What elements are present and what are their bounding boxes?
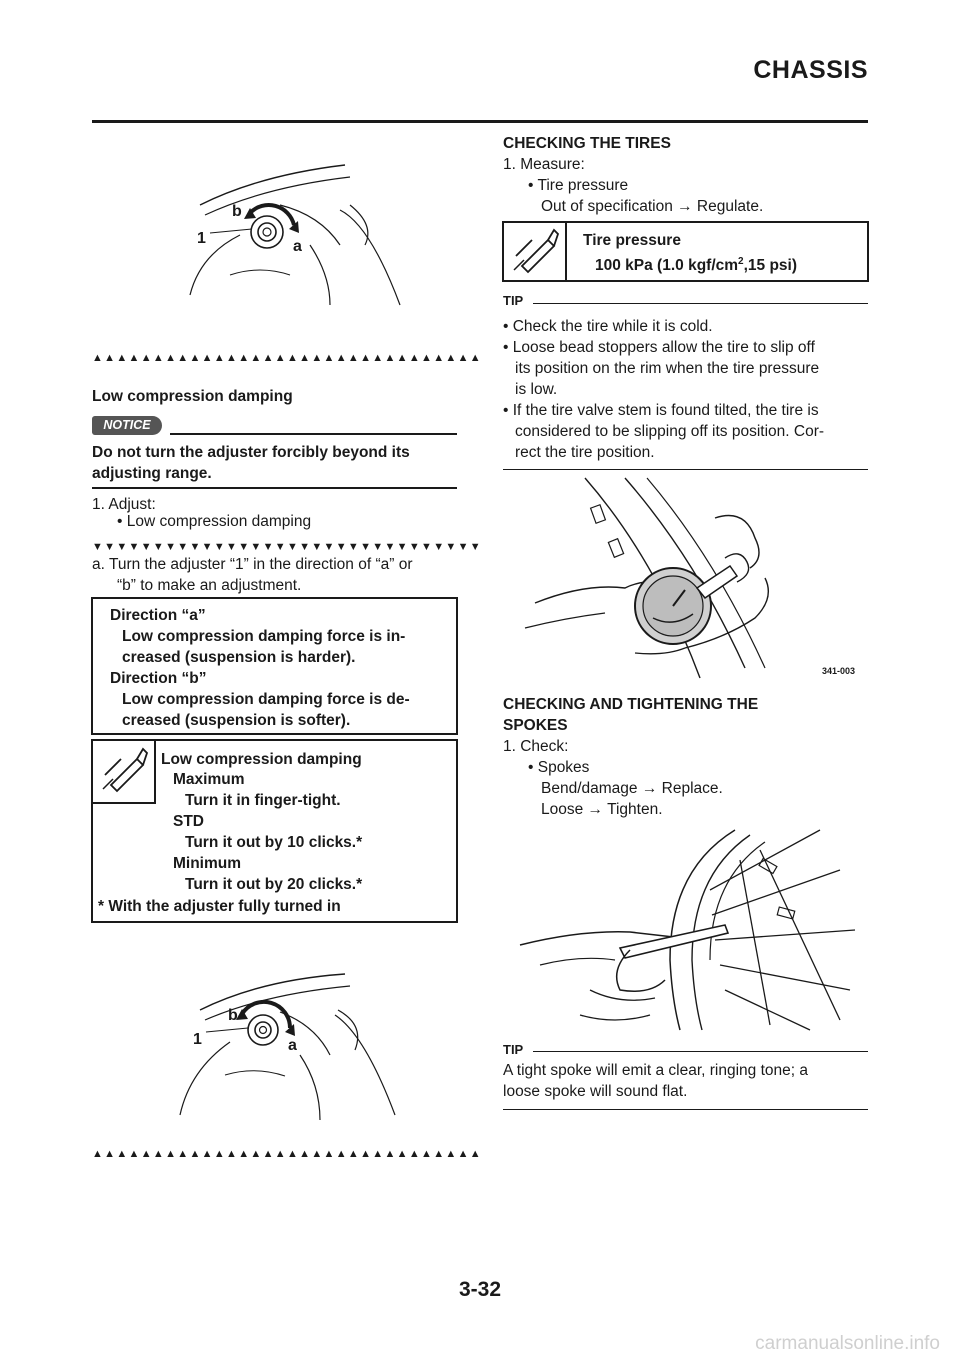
direction-b-text-2: creased (suspension is softer).	[122, 712, 351, 729]
spec-title: Low compression damping	[161, 751, 362, 768]
caliper-icon	[99, 745, 149, 797]
spec-minimum: Minimum	[173, 855, 242, 872]
spec-footnote: * With the adjuster fully turned in	[98, 898, 341, 915]
page-number: 3-32	[458, 1278, 502, 1301]
spokes-item: • Spokes	[528, 759, 590, 776]
spec-maximum-value: Turn it in finger-tight.	[185, 792, 341, 809]
tire-pressure-value-main: 100 kPa (1.0 kgf/cm	[595, 257, 739, 275]
tire-pressure-value	[595, 251, 797, 276]
direction-a-label: Direction “a”	[110, 607, 206, 624]
fig2-label-b: b	[228, 1007, 238, 1024]
spec-box	[91, 739, 458, 923]
fig2-label-a: a	[288, 1037, 297, 1054]
direction-b-label: Direction “b”	[110, 670, 207, 687]
watermark: carmanualsonline.info	[755, 1333, 940, 1354]
procedure-start-markers: ▲▲▲▲▲▲▲▲▲▲▲▲▲▲▲▲▲▲▲▲▲▲▲▲▲▲▲▲▲▲▲▲	[92, 352, 482, 364]
spec-std: STD	[173, 813, 204, 830]
spokes-heading-line-2: SPOKES	[503, 717, 568, 734]
substep-a-line-2: “b” to make an adjustment.	[117, 577, 302, 594]
header-rule	[92, 120, 868, 123]
notice-badge: NOTICE	[92, 416, 162, 435]
tire-pressure-title: Tire pressure	[583, 232, 681, 249]
tire-pressure-value-end: ,15 psi)	[743, 257, 798, 275]
tip-2-line-2: loose spoke will sound flat.	[503, 1083, 688, 1100]
notice-line-1: Do not turn the adjuster forcibly beyond its	[92, 444, 410, 461]
substep-a-line-1: a. Turn the adjuster “1” in the direction of “a” or	[92, 556, 413, 573]
spokes-illustration	[520, 830, 865, 1030]
tip-2-line-1: A tight spoke will emit a clear, ringing tone; a	[503, 1062, 808, 1079]
direction-a-text-2: creased (suspension is harder).	[122, 649, 356, 666]
procedure-end-markers: ▲▲▲▲▲▲▲▲▲▲▲▲▲▲▲▲▲▲▲▲▲▲▲▲▲▲▲▲▲▲▲▲	[92, 1148, 482, 1160]
spokes-action-2: Loose → Tighten.	[541, 801, 663, 818]
direction-box	[91, 597, 458, 735]
fig3-code: 341-003	[822, 666, 856, 676]
spec-minimum-value: Turn it out by 20 clicks.*	[185, 876, 363, 893]
direction-b-text-1: Low compression damping force is de-	[122, 691, 410, 708]
tire-pressure-box	[502, 221, 869, 282]
tip-2-top-rule	[533, 1051, 868, 1052]
tires-step-measure: 1. Measure:	[503, 156, 585, 173]
fig1-label-a: a	[293, 238, 302, 255]
procedure-sub-markers: ▼▼▼▼▼▼▼▼▼▼▼▼▼▼▼▼▼▼▼▼▼▼▼▼▼▼▼▼▼▼▼▼	[92, 541, 482, 553]
adjuster-illustration-2	[170, 970, 430, 1120]
tip-1-top-rule	[533, 303, 868, 304]
spec-maximum: Maximum	[173, 771, 245, 788]
tip-1-line-1: • Check the tire while it is cold.	[503, 318, 713, 335]
tire-pressure-value-sup: 2	[738, 256, 744, 267]
spec-icon-cell	[93, 741, 156, 804]
spokes-heading-line-1: CHECKING AND TIGHTENING THE	[503, 696, 759, 713]
section-title: CHASSIS	[753, 56, 868, 84]
step-1-adjust: 1. Adjust:	[92, 496, 156, 513]
tip-1-line-7: rect the tire position.	[515, 444, 655, 461]
fig1-label-1: 1	[197, 230, 206, 247]
tip-1-line-3: its position on the rim when the tire pressure	[515, 360, 820, 377]
pressure-icon-cell	[504, 223, 567, 280]
checking-tires-heading: CHECKING THE TIRES	[503, 135, 671, 152]
tires-action: Out of specification → Regulate.	[541, 198, 764, 215]
tip-1-line-6: considered to be slipping off its position. Cor-	[515, 423, 825, 440]
tire-pressure-gauge-illustration	[525, 478, 875, 678]
tip-1-line-5: • If the tire valve stem is found tilted, the tire is	[503, 402, 819, 419]
step-1-item: • Low compression damping	[117, 513, 312, 530]
spokes-action-1: Bend/damage → Replace.	[541, 780, 723, 797]
spec-std-value: Turn it out by 10 clicks.*	[185, 834, 363, 851]
tip-2-bottom-rule	[503, 1109, 868, 1110]
direction-a-text-1: Low compression damping force is in-	[122, 628, 406, 645]
caliper-icon	[510, 226, 560, 278]
low-compression-heading: Low compression damping	[92, 388, 293, 405]
tip-1-line-4: is low.	[515, 381, 558, 398]
tip-1-line-2: • Loose bead stoppers allow the tire to slip off	[503, 339, 815, 356]
notice-line-2: adjusting range.	[92, 465, 212, 482]
tip-2-label: TIP	[503, 1042, 524, 1057]
fig2-label-1: 1	[193, 1031, 202, 1048]
tires-item: • Tire pressure	[528, 177, 629, 194]
spokes-step-check: 1. Check:	[503, 738, 569, 755]
tip-1-bottom-rule	[503, 469, 868, 470]
tip-1-label: TIP	[503, 293, 524, 308]
notice-bottom-rule	[92, 487, 457, 489]
notice-top-rule	[170, 433, 457, 435]
fig1-label-b: b	[232, 203, 242, 220]
